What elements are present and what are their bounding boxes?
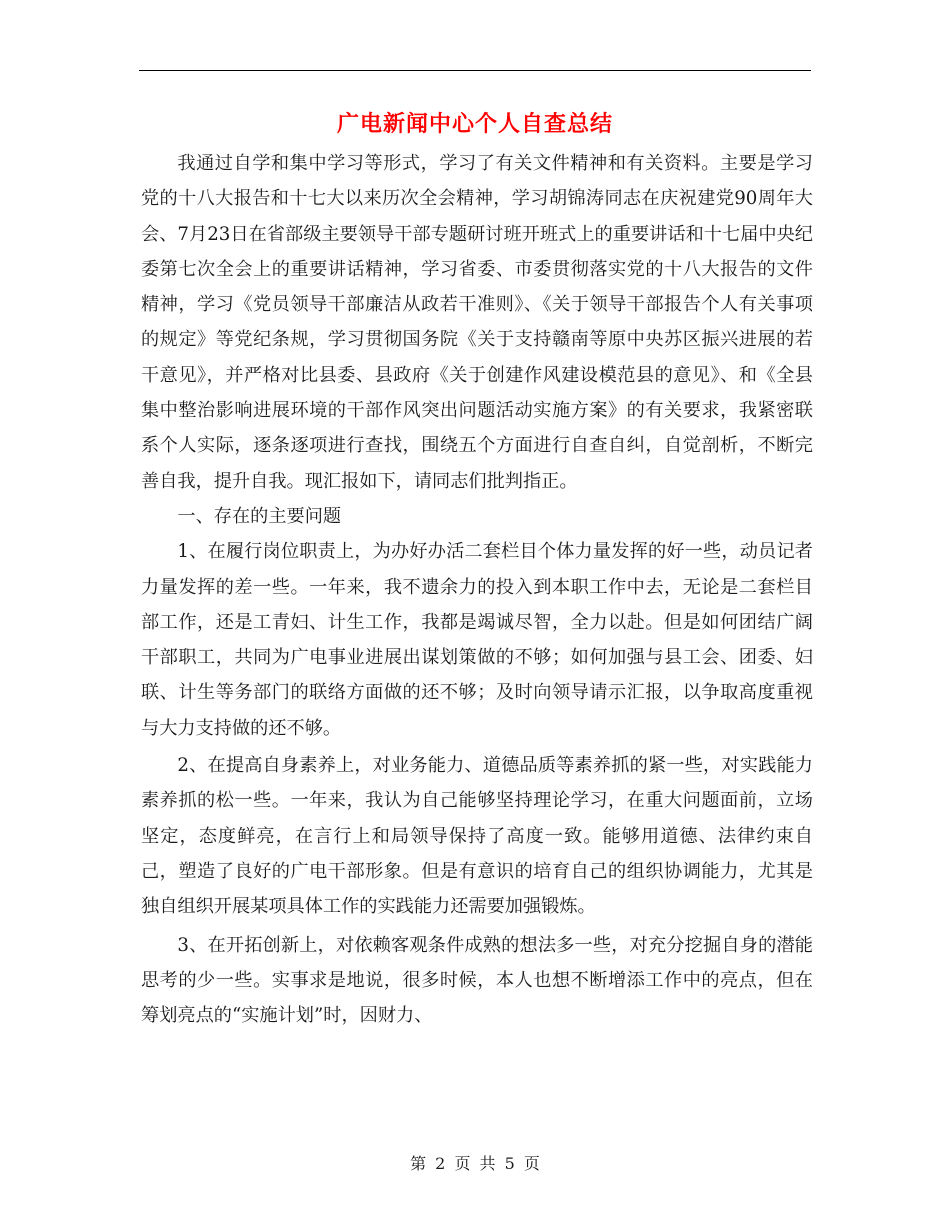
paragraph-intro: 我通过自学和集中学习等形式，学习了有关文件精神和有关资料。主要是学习党的十八大报告和十七大以来历次全会精神，学习胡锦涛同志在庆祝建党90周年大会、7月23日在省部级主要领导干部专题研讨班开班式上的重要讲话和十七届中央纪委第七次全会上的重要讲话精神，学习省委、市委贯彻落实党的十八大报告的文件精神，学习《党员领导干部廉洁从政若干准则》、《关于领导干部报告个人有关事项的规定》等党纪条规，学习贯彻国务院《关于支持赣南等原中央苏区振兴进展的若干意见》，并严格对比县委、县政府《关于创建作风建设模范县的意见》、和《全县集中整治影响进展环境的干部作风突出问题活动实施方案》的有关要求，我紧密联系个人实际，逐条逐项进行查找，围绕五个方面进行自查自纠，自觉剖析，不断完善自我，提升自我。现汇报如下，请同志们批判指正。	[141, 153, 813, 492]
document-title: 广电新闻中心个人自查总结	[336, 111, 613, 137]
paragraph-item-1: 1、在履行岗位职责上，为办好办活二套栏目个体力量发挥的好一些，动员记者力量发挥的差一些。一年来，我不遗余力的投入到本职工作中去，无论是二套栏目部工作，还是工青妇、计生工作，我都是竭诚尽智，全力以赴。但是如何团结广阔干部职工，共同为广电事业进展出谋划策做的不够；如何加强与县工会、团委、妇联、计生等务部门的联络方面做的还不够；及时向领导请示汇报，以争取高度重视与大力支持做的还不够。	[141, 541, 813, 739]
header-rule	[139, 70, 811, 71]
page-number-footer: 第 2 页 共 5 页	[410, 1154, 540, 1173]
paragraph-item-3: 3、在开拓创新上，对依赖客观条件成熟的想法多一些，对充分挖掘自身的潜能思考的少一些。实事求是地说，很多时候，本人也想不断增添工作中的亮点，但在筹划亮点的“实施计划”时，因财力、	[141, 934, 813, 1027]
paragraph-item-2: 2、在提高自身素养上，对业务能力、道德品质等素养抓的紧一些，对实践能力素养抓的松一些。一年来，我认为自己能够坚持理论学习，在重大问题面前，立场坚定，态度鲜亮，在言行上和局领导保持了高度一致。能够用道德、法律约束自己，塑造了良好的广电干部形象。但是有意识的培育自己的组织协调能力，尤其是独自组织开展某项具体工作的实践能力还需要加强锻炼。	[141, 755, 813, 918]
section-heading: 一、存在的主要问题	[177, 505, 342, 527]
document-body	[141, 146, 813, 1033]
